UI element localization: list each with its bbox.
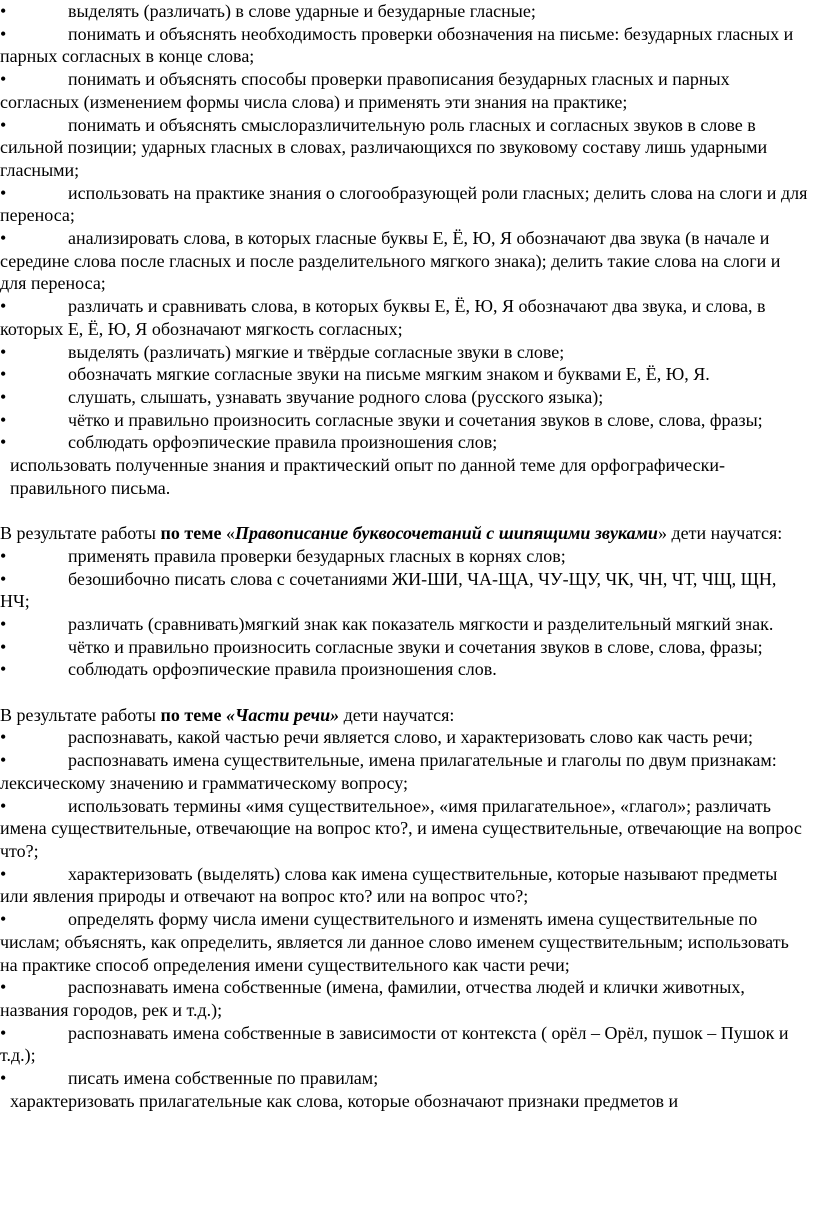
bullet-icon: • [0,114,7,135]
bullet-icon: • [0,364,7,385]
section-closing-text: использовать полученные знания и практический опыт по данной теме для орфографически-правильного письма. [10,455,725,498]
list-item-text: соблюдать орфоэпические правила произношения слов; [68,432,498,453]
topic-name: Правописание буквосочетаний с шипящими звуками [234,523,658,544]
list-item [0,1067,810,1090]
list-item [0,182,810,227]
list-item-text: слушать, слышать, узнавать звучание родного слова (русского языка); [68,386,604,407]
list-item [0,68,810,113]
list-item-text: распознавать имена существительные, имена прилагательные и глаголы по двум признакам: лексическому значению и грамматическому вопросу; [0,750,777,793]
list-item-text: определять форму числа имени существительного и изменять имена существительные по числам; объяснять, как определить, является ли данное слово именем существительным; использовать на практике способ определения имени существительного как части речи; [0,909,789,975]
section-parts-of-speech-list [0,726,810,1112]
list-item [0,114,810,182]
bullet-icon: • [0,432,7,453]
list-item [0,431,810,454]
intro-text-end: » дети научатся: [657,523,783,544]
topic-label: по теме [160,523,222,544]
list-item [0,545,810,568]
list-item [0,568,810,613]
bullet-icon: • [0,386,7,407]
list-item [0,795,810,863]
bullet-icon: • [0,863,7,884]
list-item-text: анализировать слова, в которых гласные буквы Е, Ё, Ю, Я обозначают два звука (в начале и середине слова после гласных и после разделительного мягкого знака); делить такие слова на слоги и для переноса; [0,228,781,294]
bullet-icon: • [0,1068,7,1089]
intro-text-end: дети научатся: [339,704,455,725]
bullet-icon: • [0,750,7,771]
list-item-text: понимать и объяснять необходимость проверки обозначения на письме: безударных гласных и парных согласных в конце слова; [0,23,794,67]
bullet-icon: • [0,23,7,44]
list-item-text: различать и сравнивать слова, в которых буквы Е, Ё, Ю, Я обозначают два звука, и слова, в которых Е, Ё, Ю, Я обозначают мягкость согласных; [0,296,766,339]
list-item [0,749,810,794]
list-item-text: различать (сравнивать)мягкий знак как показатель мягкости и разделительный мягкий знак. [68,613,774,634]
list-item-text: чётко и правильно произносить согласные звуки и сочетания звуков в слове, слова, фразы; [68,636,763,657]
bullet-icon: • [0,182,7,203]
bullet-icon: • [0,636,7,657]
list-item [0,0,810,23]
bullet-icon: • [0,977,7,998]
bullet-icon: • [0,228,7,249]
list-item [0,976,810,1021]
list-item-text: выделять (различать) в слове ударные и безударные гласные; [68,1,536,21]
list-item [0,1022,810,1067]
topic-name: «Части речи» [225,704,340,725]
topic-label: по теме [160,704,222,725]
section-phonetics-list [0,0,810,499]
bullet-icon: • [0,568,7,589]
list-item [0,613,810,636]
list-item [0,658,810,681]
list-item [0,227,810,295]
bullet-icon: • [0,1022,7,1043]
list-item [0,295,810,340]
list-item-text: обозначать мягкие согласные звуки на письме мягким знаком и буквами Е, Ё, Ю, Я. [68,364,710,385]
list-item [0,341,810,364]
list-item [0,863,810,908]
list-item [0,23,810,68]
list-item-text: понимать и объяснять способы проверки правописания безударных гласных и парных согласных (изменением формы числа слова) и применять эти знания на практике; [0,69,730,112]
list-item-text: безошибочно писать слова с сочетаниями ЖИ-ШИ, ЧА-ЩА, ЧУ-ЩУ, ЧК, ЧН, ЧТ, ЧЩ, ЩН, НЧ; [0,568,777,612]
list-item [0,363,810,386]
list-item-text: использовать термины «имя существительное», «имя прилагательное», «глагол»; различать имена существительные, отвечающие на вопрос кто?, и имена существительные, отвечающие на вопрос что?; [0,795,802,861]
intro-text: В результате работы [0,523,161,544]
section-intro-parts-of-speech [0,704,810,727]
list-item [0,636,810,659]
list-item-text: понимать и объяснять смыслоразличительную роль гласных и согласных звуков в слове в сильной позиции; ударных гласных в словах, различающихся по звуковому составу лишь ударными гласными; [0,114,768,180]
bullet-icon: • [0,613,7,634]
section-intro-hissing [0,522,810,545]
list-item-text: выделять (различать) мягкие и твёрдые согласные звуки в слове; [68,341,565,362]
section-closing-text: характеризовать прилагательные как слова, которые обозначают признаки предметов и [10,1090,679,1111]
bullet-icon: • [0,409,7,430]
list-item-text: использовать на практике знания о слогообразующей роли гласных; делить слова на слоги и для переноса; [0,182,808,226]
bullet-icon: • [0,69,7,90]
bullet-icon: • [0,341,7,362]
bullet-icon: • [0,795,7,816]
list-item-text: распознавать имена собственные в зависимости от контекста ( орёл – Орёл, пушок – Пушок и т.д.); [0,1022,789,1066]
list-item-text: характеризовать (выделять) слова как имена существительные, которые называют предметы или явления природы и отвечают на вопрос кто? или на вопрос что?; [0,863,778,907]
list-item [0,386,810,409]
bullet-icon: • [0,296,7,317]
list-item-text: соблюдать орфоэпические правила произношения слов. [68,659,497,680]
list-item-text: распознавать, какой частью речи является слово, и характеризовать слово как часть речи; [68,727,754,748]
intro-text: В результате работы [0,704,161,725]
bullet-icon: • [0,727,7,748]
intro-quote: « [221,523,235,544]
list-item [0,726,810,749]
bullet-icon: • [0,909,7,930]
list-item [0,409,810,432]
list-item-text: распознавать имена собственные (имена, фамилии, отчества людей и клички животных, названия городов, рек и т.д.); [0,977,745,1020]
list-item-text: чётко и правильно произносить согласные звуки и сочетания звуков в слове, слова, фразы; [68,409,763,430]
section-hissing-list [0,545,810,681]
bullet-icon: • [0,1,7,21]
bullet-icon: • [0,659,7,680]
list-item-text: применять правила проверки безударных гласных в корнях слов; [68,545,566,566]
list-item [0,908,810,976]
bullet-icon: • [0,545,7,566]
list-item-text: писать имена собственные по правилам; [68,1068,379,1089]
